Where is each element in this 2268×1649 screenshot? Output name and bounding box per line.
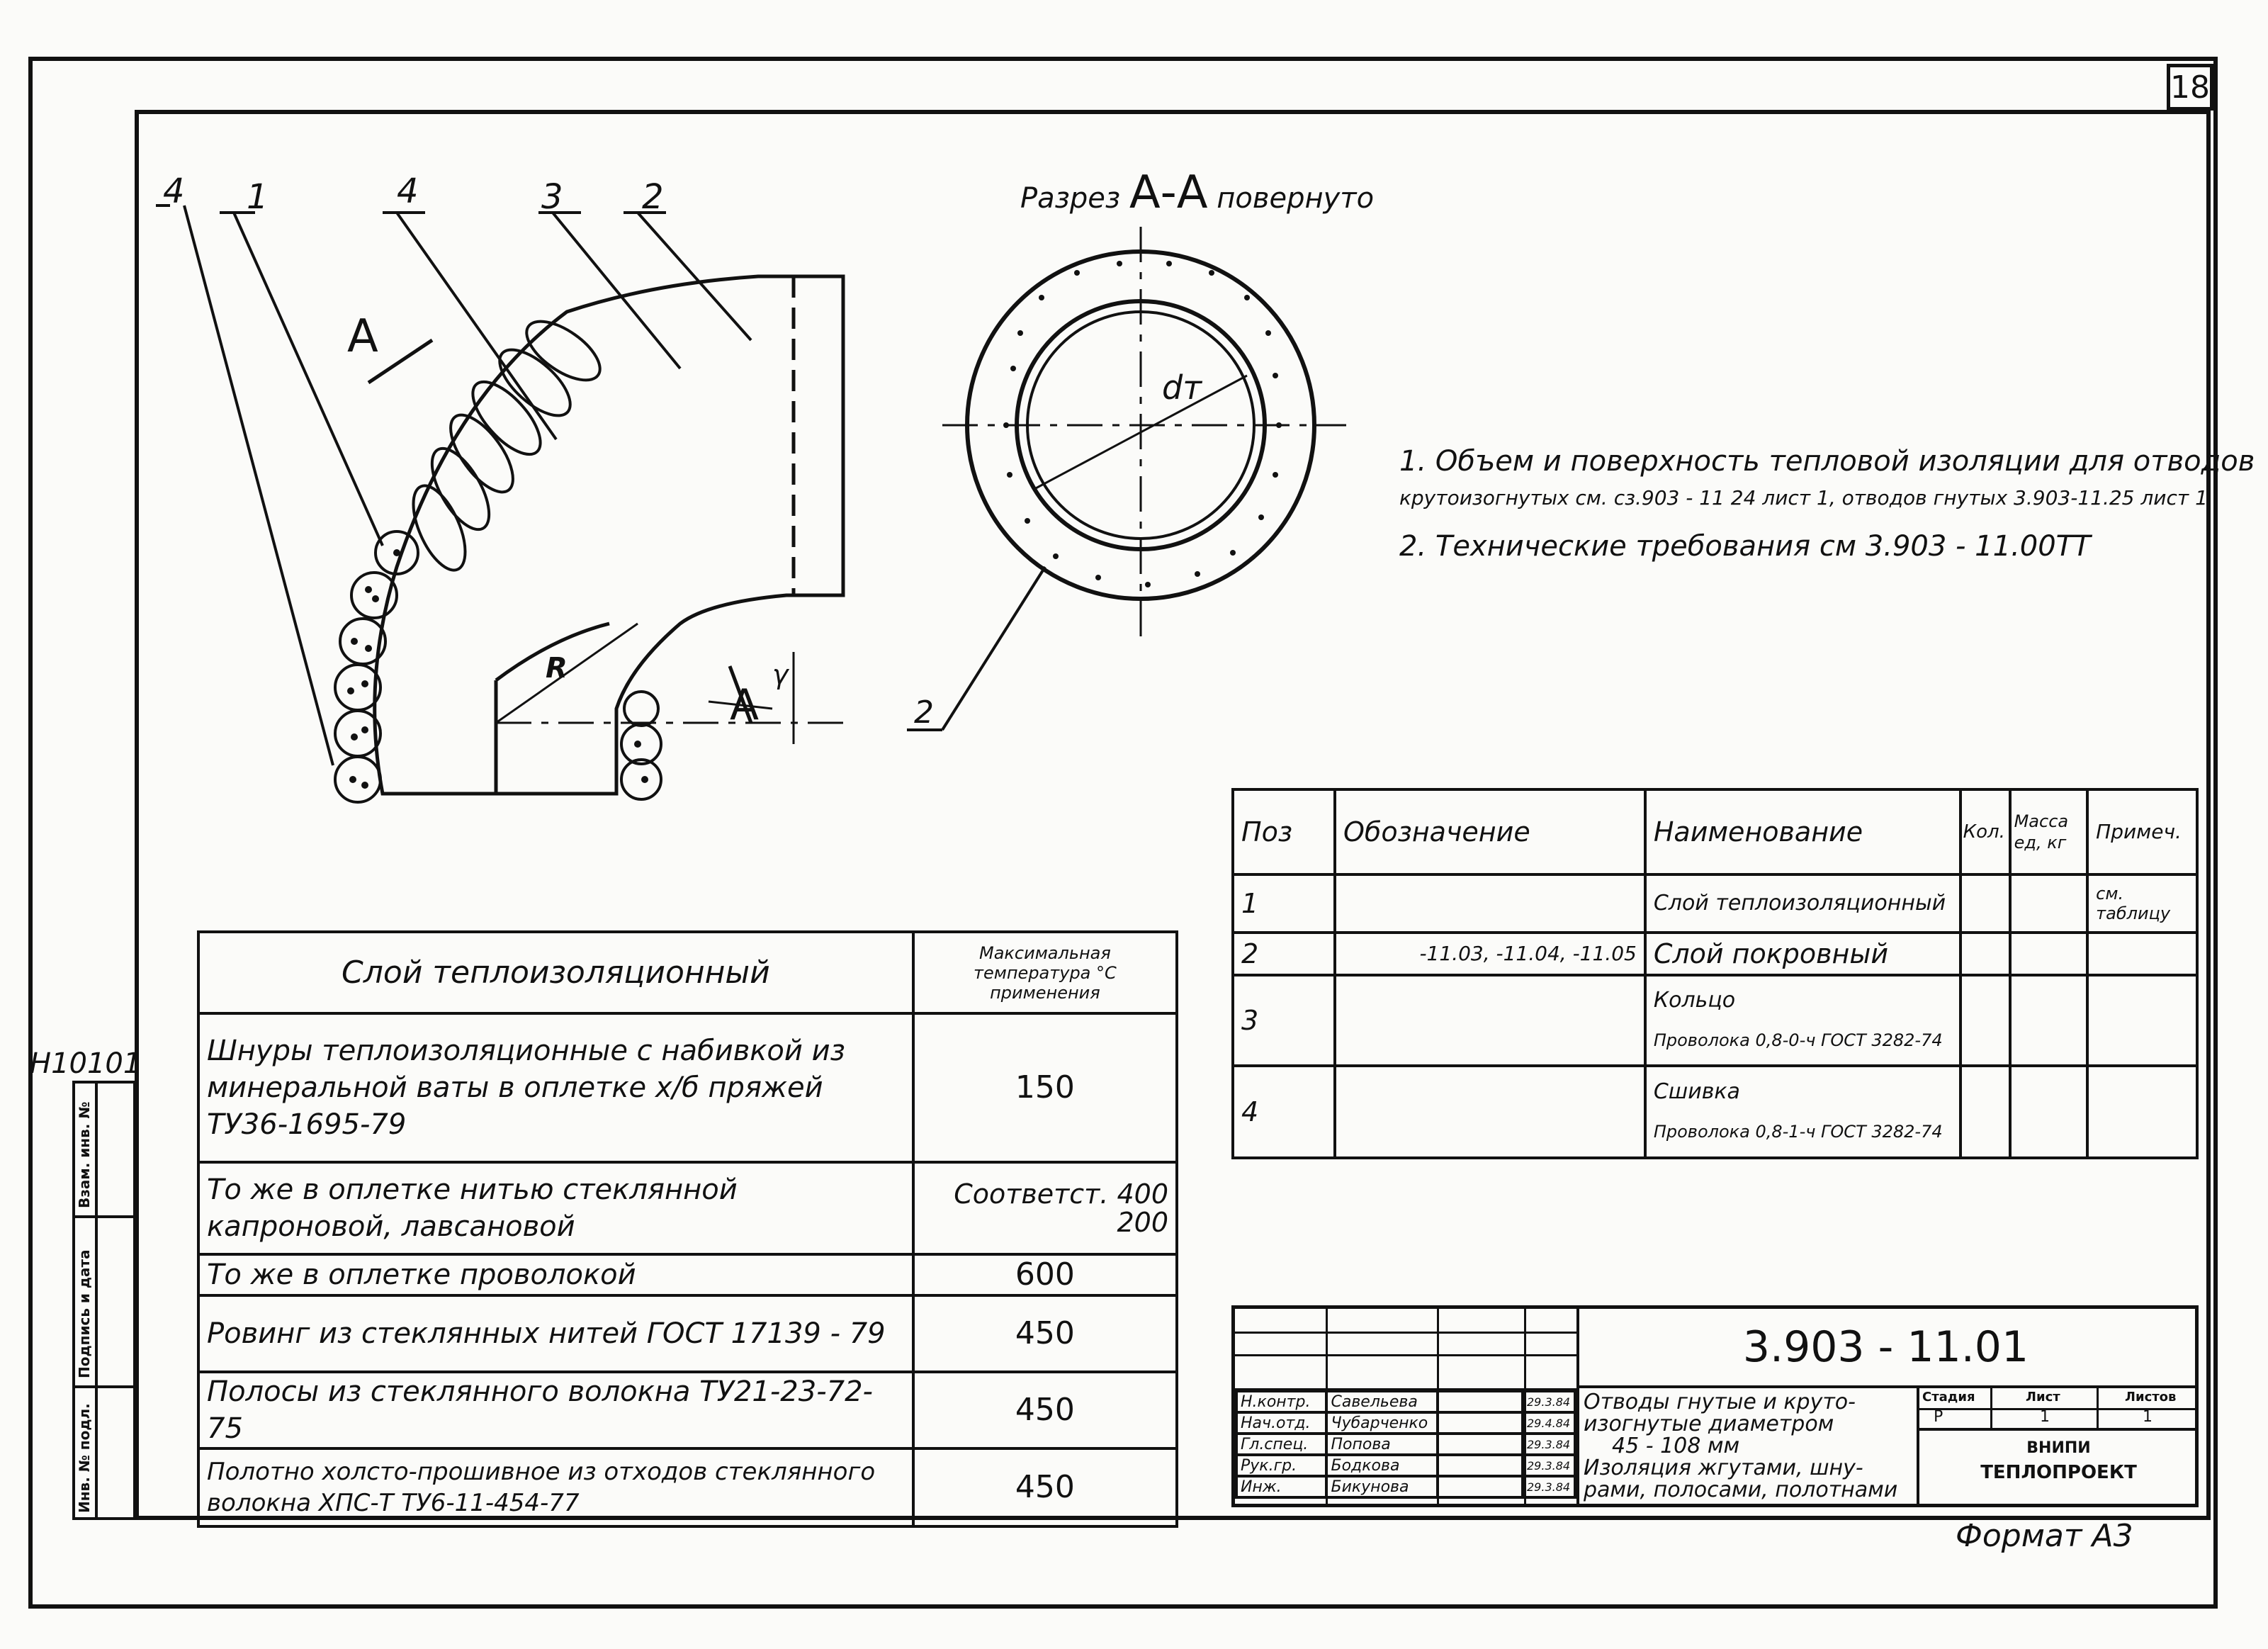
sheet-value: 1 xyxy=(2040,1408,2050,1426)
stage-sheet-block xyxy=(1917,1388,2198,1504)
layers-row-temp: 150 xyxy=(913,1013,1177,1162)
spec-cell-mass xyxy=(2010,933,2088,975)
signature-row xyxy=(1236,1455,1575,1476)
date-cell: 29.4.84 xyxy=(1523,1412,1575,1434)
date-cell: 29.3.84 xyxy=(1523,1391,1575,1412)
layers-row-temp: 450 xyxy=(913,1372,1177,1448)
layers-row-temp: Соответст. 400 200 xyxy=(913,1162,1177,1254)
title-block xyxy=(1231,1305,2199,1507)
spec-cell-designation xyxy=(1335,874,1645,933)
section-mark-top: А xyxy=(347,310,378,363)
spec-header-designation: Обозначение xyxy=(1335,789,1645,874)
position-label-2-section: 2 xyxy=(914,694,934,731)
spec-cell-note xyxy=(2087,975,2197,1066)
date-cell: 29.3.84 xyxy=(1523,1476,1575,1497)
note-2: 2. Технические требования см 3.903 - 11.00ТТ xyxy=(1399,530,2091,563)
signature-row xyxy=(1236,1412,1575,1434)
spec-cell-mass xyxy=(2010,874,2088,933)
name-cell: Чубарченко xyxy=(1326,1412,1438,1434)
side-label-replace: Взам. инв. № xyxy=(76,1101,93,1208)
spec-row xyxy=(1233,933,2197,975)
position-label-4a: 4 xyxy=(163,171,185,211)
sheets-label: Листов xyxy=(2125,1390,2177,1405)
layers-row-temp: 450 xyxy=(913,1295,1177,1372)
note-1-continued: крутоизогнутых см. сз.903 - 11 24 лист 1, отводов гнутых 3.903-11.25 лист 1 xyxy=(1399,486,2208,510)
angle-label: γ xyxy=(772,659,789,690)
spec-cell-qty xyxy=(1960,1066,2010,1158)
spec-cell-note: см. таблицу xyxy=(2087,874,2197,933)
name-cell: Бикунова xyxy=(1326,1476,1438,1497)
spec-cell-mass xyxy=(2010,1066,2088,1158)
organization-line-1: ВНИПИ xyxy=(2026,1439,2091,1457)
signature-cell xyxy=(1438,1476,1523,1497)
layers-header-layer: Слой теплоизоляционный xyxy=(198,932,913,1013)
date-cell: 29.3.84 xyxy=(1523,1455,1575,1476)
stage-label: Стадия xyxy=(1922,1390,1975,1405)
spec-header-name: Наименование xyxy=(1645,789,1960,874)
note-1: 1. Объем и поверхность тепловой изоляции для отводов xyxy=(1399,445,2255,478)
layers-row xyxy=(198,1448,1177,1526)
layers-row-layer: То же в оплетке проволокой xyxy=(198,1254,913,1295)
layers-row-temp: 600 xyxy=(913,1254,1177,1295)
sheets-value: 1 xyxy=(2143,1408,2153,1426)
spec-cell-designation xyxy=(1335,1066,1645,1158)
layers-row-layer: Полосы из стеклянного волокна ТУ21-23-72-75 xyxy=(198,1372,913,1448)
layers-row-layer: Ровинг из стеклянных нитей ГОСТ 17139 - 79 xyxy=(198,1295,913,1372)
date-cell: 29.3.84 xyxy=(1523,1434,1575,1455)
signature-row xyxy=(1236,1434,1575,1455)
diameter-label: dт xyxy=(1162,368,1202,407)
layers-row-layer: То же в оплетке нитью стеклянной капроновой, лавсановой xyxy=(198,1162,913,1254)
spec-cell-qty xyxy=(1960,874,2010,933)
position-label-4b: 4 xyxy=(397,171,419,211)
layers-row xyxy=(198,1013,1177,1162)
signature-row xyxy=(1236,1391,1575,1412)
spec-cell-note xyxy=(2087,933,2197,975)
layers-row xyxy=(198,1254,1177,1295)
sheet-number: 18 xyxy=(2167,64,2213,111)
document-code: 3.903 - 11.01 xyxy=(1576,1309,2195,1388)
spec-cell-pos: 2 xyxy=(1233,933,1335,975)
specification-table xyxy=(1231,788,2199,1159)
spec-header-qty: Кол. xyxy=(1960,789,2010,874)
section-title: Разрез А-А повернуто xyxy=(1020,167,1375,219)
name-cell: Савельева xyxy=(1326,1391,1438,1412)
spec-cell-name: Слой теплоизоляционный xyxy=(1645,874,1960,933)
spec-cell-name: Сшивка Проволока 0,8-1-ч ГОСТ 3282-74 xyxy=(1645,1066,1960,1158)
position-label-2: 2 xyxy=(642,177,664,217)
role-cell: Рук.гр. xyxy=(1236,1455,1326,1476)
spec-cell-name: Кольцо Проволока 0,8-0-ч ГОСТ 3282-74 xyxy=(1645,975,1960,1066)
spec-cell-qty xyxy=(1960,975,2010,1066)
spec-cell-pos: 4 xyxy=(1233,1066,1335,1158)
role-cell: Н.контр. xyxy=(1236,1391,1326,1412)
stage-value: Р xyxy=(1934,1408,1943,1426)
spec-cell-mass xyxy=(2010,975,2088,1066)
layers-row xyxy=(198,1162,1177,1254)
archive-number: Н10101 xyxy=(30,1047,142,1080)
sheet-label: Лист xyxy=(2026,1390,2060,1405)
radius-label: R xyxy=(546,652,568,685)
name-cell: Бодкова xyxy=(1326,1455,1438,1476)
document-title: Отводы гнутые и круто- изогнутые диаметром 45 - 108 мм Изоляция жгутами, шну- рами, полосами, полотнами xyxy=(1584,1390,1898,1502)
insulation-layers-table xyxy=(197,930,1178,1528)
spec-header-mass: Масса ед, кг xyxy=(2010,789,2088,874)
section-mark-bottom: А xyxy=(730,680,760,730)
signature-cell xyxy=(1438,1412,1523,1434)
name-cell: Попова xyxy=(1326,1434,1438,1455)
organization-line-2: ТЕПЛОПРОЕКТ xyxy=(1980,1462,2137,1483)
spec-header-pos: Поз xyxy=(1233,789,1335,874)
layers-row-layer: Шнуры теплоизоляционные с набивкой из минеральной ваты в оплетке х/б пряжей ТУ36-1695-79 xyxy=(198,1013,913,1162)
signature-cell xyxy=(1438,1391,1523,1412)
spec-row xyxy=(1233,975,2197,1066)
spec-row xyxy=(1233,1066,2197,1158)
role-cell: Нач.отд. xyxy=(1236,1412,1326,1434)
spec-cell-note xyxy=(2087,1066,2197,1158)
spec-cell-pos: 3 xyxy=(1233,975,1335,1066)
spec-cell-name: Слой покровный xyxy=(1645,933,1960,975)
signature-row xyxy=(1236,1476,1575,1497)
spec-cell-designation: -11.03, -11.04, -11.05 xyxy=(1335,933,1645,975)
spec-cell-qty xyxy=(1960,933,2010,975)
position-label-1: 1 xyxy=(247,177,269,217)
position-label-3: 3 xyxy=(541,177,563,217)
layers-row-layer: Полотно холсто-прошивное из отходов стеклянного волокна ХПС-Т ТУ6-11-454-77 xyxy=(198,1448,913,1526)
side-label-sign: Подпись и дата xyxy=(76,1249,93,1378)
spec-header-note: Примеч. xyxy=(2087,789,2197,874)
signature-cell xyxy=(1438,1455,1523,1476)
layers-row-temp: 450 xyxy=(913,1448,1177,1526)
side-label-inv: Инв. № подл. xyxy=(76,1403,93,1513)
layers-row xyxy=(198,1372,1177,1448)
format-label: Формат А3 xyxy=(1956,1518,2133,1554)
spec-cell-pos: 1 xyxy=(1233,874,1335,933)
role-cell: Инж. xyxy=(1236,1476,1326,1497)
spec-cell-designation xyxy=(1335,975,1645,1066)
layers-row xyxy=(198,1295,1177,1372)
layers-header-temp: Максимальная температура °С применения xyxy=(913,932,1177,1013)
approval-signatures xyxy=(1235,1390,1576,1499)
role-cell: Гл.спец. xyxy=(1236,1434,1326,1455)
spec-row xyxy=(1233,874,2197,933)
signature-cell xyxy=(1438,1434,1523,1455)
